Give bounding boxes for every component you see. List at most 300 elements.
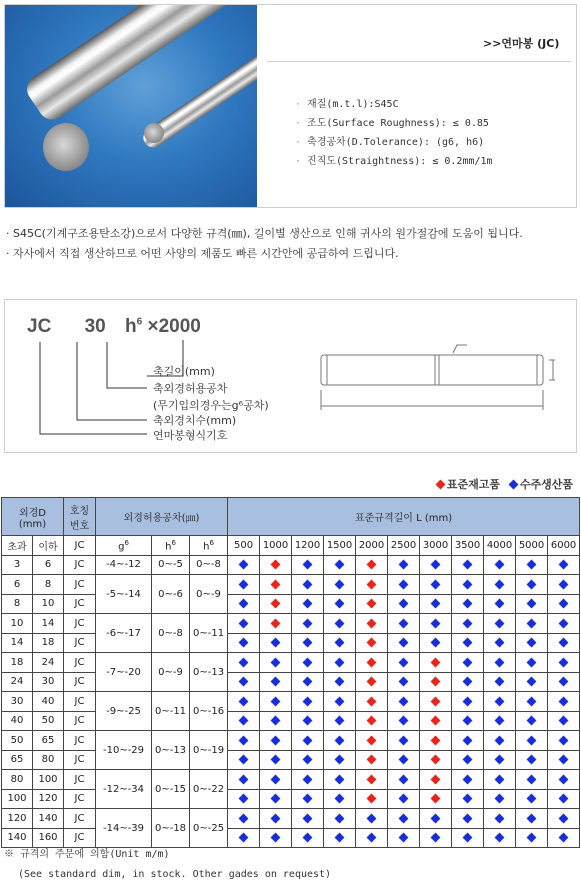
cell-g6: -6~-17 (96, 614, 152, 653)
red-diamond-icon (367, 716, 377, 726)
blue-diamond-icon (527, 716, 537, 726)
availability-cell (388, 731, 420, 751)
table-row (2, 770, 580, 790)
cell-under: 6 (33, 555, 64, 575)
blue-diamond-icon (527, 560, 537, 570)
availability-cell (324, 731, 356, 751)
spec-list (295, 95, 493, 171)
availability-cell (516, 731, 548, 751)
availability-cell (516, 672, 548, 692)
availability-cell (292, 653, 324, 673)
availability-cell (452, 692, 484, 712)
cell-code: JC (64, 828, 96, 848)
table-row (2, 750, 580, 770)
availability-cell (356, 594, 388, 614)
blue-diamond-icon (463, 618, 473, 628)
table-row (2, 672, 580, 692)
blue-diamond-icon (463, 716, 473, 726)
red-diamond-icon (367, 774, 377, 784)
availability-cell (260, 711, 292, 731)
availability-cell (260, 692, 292, 712)
cell-code: JC (64, 731, 96, 751)
blue-diamond-icon (495, 794, 505, 804)
header-tolerance: 외경허용공차(㎛) (96, 498, 228, 536)
availability-cell (228, 731, 260, 751)
availability-cell (516, 575, 548, 595)
footnote-line: (See standard dim, in stock. Other gades on request) (18, 869, 332, 880)
blue-diamond-icon (559, 560, 569, 570)
blue-diamond-icon (239, 813, 249, 823)
availability-cell (420, 653, 452, 673)
availability-cell (548, 653, 580, 673)
cell-code: JC (64, 809, 96, 829)
cell-h6-2: 0~-13 (190, 653, 228, 692)
small-rod-end (144, 123, 164, 143)
cell-over: 50 (2, 731, 33, 751)
availability-cell (228, 692, 260, 712)
product-title: >>연마봉 (JC) (483, 37, 560, 50)
cell-code: JC (64, 555, 96, 575)
blue-diamond-icon (559, 813, 569, 823)
availability-cell (228, 575, 260, 595)
blue-diamond-icon (335, 677, 345, 687)
availability-cell (548, 633, 580, 653)
availability-cell (228, 555, 260, 575)
blue-diamond-icon (303, 618, 313, 628)
table-row (2, 789, 580, 809)
availability-cell (324, 575, 356, 595)
red-diamond-icon (367, 599, 377, 609)
availability-cell (292, 789, 324, 809)
cell-under: 18 (33, 633, 64, 653)
cell-over: 8 (2, 594, 33, 614)
cell-g6: -14~-39 (96, 809, 152, 848)
blue-diamond-icon (271, 638, 281, 648)
blue-diamond-icon (559, 716, 569, 726)
red-diamond-icon (367, 638, 377, 648)
length-col: 1000 (260, 536, 292, 556)
cell-code: JC (64, 770, 96, 790)
blue-diamond-icon (335, 774, 345, 784)
availability-cell (452, 594, 484, 614)
blue-diamond-icon (239, 677, 249, 687)
blue-diamond-icon (271, 735, 281, 745)
blue-diamond-icon (335, 657, 345, 667)
cell-under: 65 (33, 731, 64, 751)
availability-cell (388, 828, 420, 848)
availability-cell (484, 828, 516, 848)
blue-diamond-icon (559, 657, 569, 667)
availability-cell (292, 633, 324, 653)
blue-diamond-icon (399, 677, 409, 687)
cell-over: 40 (2, 711, 33, 731)
availability-cell (228, 653, 260, 673)
cell-under: 80 (33, 750, 64, 770)
availability-cell (292, 575, 324, 595)
blue-diamond-icon (399, 794, 409, 804)
blue-diamond-icon (463, 735, 473, 745)
blue-diamond-icon (508, 480, 518, 490)
legend-tolerance-note: (무기입의경우는g⁶공차) (153, 399, 269, 412)
blue-diamond-icon (335, 813, 345, 823)
length-col: 3000 (420, 536, 452, 556)
rod-drawing (321, 345, 555, 410)
availability-cell (420, 789, 452, 809)
spec-item: · 재질(m.t.l):S45C (295, 99, 399, 110)
blue-diamond-icon (399, 657, 409, 667)
blue-diamond-icon (559, 755, 569, 765)
blue-diamond-icon (495, 657, 505, 667)
legend-prefix: 연마봉형식기호 (153, 429, 228, 442)
availability-cell (324, 711, 356, 731)
availability-cell (324, 770, 356, 790)
availability-cell (516, 828, 548, 848)
cell-code: JC (64, 575, 96, 595)
cell-h6-2: 0~-16 (190, 692, 228, 731)
availability-cell (324, 594, 356, 614)
availability-cell (388, 809, 420, 829)
availability-cell (484, 692, 516, 712)
availability-cell (260, 809, 292, 829)
cell-over: 80 (2, 770, 33, 790)
red-diamond-icon (431, 774, 441, 784)
blue-diamond-icon (399, 599, 409, 609)
availability-cell (388, 653, 420, 673)
cell-g6: -10~-29 (96, 731, 152, 770)
availability-cell (548, 770, 580, 790)
availability-cell (228, 770, 260, 790)
availability-cell (548, 555, 580, 575)
blue-diamond-icon (527, 833, 537, 843)
cell-code: JC (64, 672, 96, 692)
blue-diamond-icon (239, 833, 249, 843)
legend-tolerance: 축외경허용공차 (153, 382, 228, 395)
availability-cell (292, 711, 324, 731)
table-row (2, 809, 580, 829)
blue-diamond-icon (303, 833, 313, 843)
cell-h6: 0~-8 (152, 614, 190, 653)
availability-cell (324, 555, 356, 575)
availability-cell (548, 711, 580, 731)
availability-cell (484, 614, 516, 634)
blue-diamond-icon (527, 735, 537, 745)
blue-diamond-icon (271, 833, 281, 843)
cell-h6-2: 0~-9 (190, 575, 228, 614)
blue-diamond-icon (463, 599, 473, 609)
availability-cell (484, 750, 516, 770)
availability-cell (292, 594, 324, 614)
availability-cell (356, 575, 388, 595)
availability-cell (420, 711, 452, 731)
blue-diamond-icon (303, 716, 313, 726)
red-diamond-icon (367, 579, 377, 589)
availability-cell (356, 809, 388, 829)
cell-g6: -7~-20 (96, 653, 152, 692)
availability-cell (516, 594, 548, 614)
legend-diameter: 축외경치수(mm) (153, 414, 237, 427)
blue-diamond-icon (303, 774, 313, 784)
availability-cell (388, 692, 420, 712)
availability-cell (484, 575, 516, 595)
cell-code: JC (64, 614, 96, 634)
header-diameter: 외경D (mm) (2, 498, 64, 536)
availability-cell (324, 750, 356, 770)
blue-diamond-icon (271, 813, 281, 823)
blue-diamond-icon (303, 579, 313, 589)
availability-cell (228, 614, 260, 634)
blue-diamond-icon (527, 794, 537, 804)
product-panel (4, 4, 577, 208)
availability-cell (452, 770, 484, 790)
red-diamond-icon (367, 677, 377, 687)
availability-cell (324, 672, 356, 692)
table-row (2, 594, 580, 614)
blue-diamond-icon (559, 696, 569, 706)
blue-diamond-icon (527, 638, 537, 648)
cell-h6: 0~-5 (152, 555, 190, 575)
availability-cell (292, 731, 324, 751)
blue-diamond-icon (463, 677, 473, 687)
availability-cell (388, 770, 420, 790)
availability-cell (484, 555, 516, 575)
cell-under: 100 (33, 770, 64, 790)
blue-diamond-icon (303, 599, 313, 609)
cell-g6: -9~-25 (96, 692, 152, 731)
spec-item: · 조도(Surface Roughness): ≤ 0.85 (295, 118, 489, 129)
length-col: 1500 (324, 536, 356, 556)
blue-diamond-icon (239, 618, 249, 628)
blue-diamond-icon (303, 696, 313, 706)
cell-under: 120 (33, 789, 64, 809)
blue-diamond-icon (399, 579, 409, 589)
availability-cell (516, 614, 548, 634)
blue-diamond-icon (399, 716, 409, 726)
blue-diamond-icon (431, 813, 441, 823)
availability-cell (292, 750, 324, 770)
blue-diamond-icon (303, 813, 313, 823)
cell-code: JC (64, 594, 96, 614)
cell-under: 30 (33, 672, 64, 692)
cell-code: JC (64, 789, 96, 809)
availability-cell (228, 594, 260, 614)
table-row (2, 653, 580, 673)
marker-legend (431, 476, 573, 492)
availability-cell (452, 789, 484, 809)
table-row (2, 555, 580, 575)
header-jc: JC (64, 536, 96, 556)
blue-diamond-icon (239, 755, 249, 765)
blue-diamond-icon (527, 813, 537, 823)
length-col: 6000 (548, 536, 580, 556)
cell-g6: -12~-34 (96, 770, 152, 809)
blue-diamond-icon (463, 774, 473, 784)
blue-diamond-icon (239, 696, 249, 706)
availability-cell (356, 672, 388, 692)
code-length: 2000 (158, 316, 201, 337)
header-length: 표준규격길이 L (mm) (228, 498, 580, 536)
availability-cell (452, 614, 484, 634)
red-diamond-icon (367, 755, 377, 765)
availability-cell (516, 809, 548, 829)
availability-cell (484, 594, 516, 614)
blue-diamond-icon (271, 755, 281, 765)
availability-cell (292, 692, 324, 712)
blue-diamond-icon (399, 833, 409, 843)
availability-cell (516, 633, 548, 653)
blue-diamond-icon (335, 833, 345, 843)
blue-diamond-icon (431, 638, 441, 648)
blue-diamond-icon (463, 755, 473, 765)
blue-diamond-icon (399, 755, 409, 765)
availability-cell (516, 789, 548, 809)
availability-cell (420, 633, 452, 653)
large-rod-image (22, 5, 257, 125)
cell-over: 24 (2, 672, 33, 692)
availability-cell (356, 731, 388, 751)
cell-over: 120 (2, 809, 33, 829)
blue-diamond-icon (303, 735, 313, 745)
blue-diamond-icon (303, 638, 313, 648)
availability-cell (388, 614, 420, 634)
availability-cell (548, 692, 580, 712)
availability-cell (548, 731, 580, 751)
blue-diamond-icon (399, 638, 409, 648)
availability-cell (420, 809, 452, 829)
availability-cell (420, 828, 452, 848)
cell-g6: -4~-12 (96, 555, 152, 575)
availability-cell (388, 711, 420, 731)
blue-diamond-icon (559, 794, 569, 804)
availability-cell (516, 711, 548, 731)
blue-diamond-icon (335, 696, 345, 706)
header-g6: $g^6$ (96, 536, 152, 556)
spec-item: · 축경공차(D.Tolerance): (g6, h6) (295, 137, 485, 148)
availability-cell (484, 789, 516, 809)
table-row (2, 711, 580, 731)
availability-cell (260, 672, 292, 692)
cell-h6-2: 0~-8 (190, 555, 228, 575)
availability-cell (516, 555, 548, 575)
availability-cell (260, 750, 292, 770)
blue-diamond-icon (303, 755, 313, 765)
availability-cell (292, 809, 324, 829)
title-divider (267, 61, 571, 62)
bullet-icon: · (295, 99, 302, 110)
header-over: 초과 (2, 536, 33, 556)
blue-diamond-icon (495, 774, 505, 784)
blue-diamond-icon (303, 794, 313, 804)
blue-diamond-icon (527, 677, 537, 687)
availability-cell (484, 672, 516, 692)
availability-cell (228, 809, 260, 829)
red-diamond-icon (431, 735, 441, 745)
red-diamond-icon (367, 657, 377, 667)
red-diamond-icon (431, 794, 441, 804)
red-diamond-icon (367, 560, 377, 570)
availability-cell (260, 594, 292, 614)
blue-diamond-icon (495, 833, 505, 843)
blue-diamond-icon (399, 560, 409, 570)
availability-cell (420, 731, 452, 751)
availability-cell (548, 575, 580, 595)
cell-code: JC (64, 692, 96, 712)
blue-diamond-icon (399, 735, 409, 745)
red-diamond-icon (431, 677, 441, 687)
blue-diamond-icon (335, 794, 345, 804)
availability-cell (548, 594, 580, 614)
blue-diamond-icon (271, 794, 281, 804)
availability-cell (388, 575, 420, 595)
cell-code: JC (64, 653, 96, 673)
code-leader-lines (5, 300, 578, 454)
cell-under: 40 (33, 692, 64, 712)
product-photo (5, 5, 257, 207)
red-diamond-icon (271, 579, 281, 589)
cell-under: 50 (33, 711, 64, 731)
blue-diamond-icon (271, 696, 281, 706)
blue-diamond-icon (559, 677, 569, 687)
cell-under: 160 (33, 828, 64, 848)
availability-cell (228, 672, 260, 692)
availability-cell (356, 692, 388, 712)
code-diameter: 30 (84, 316, 106, 337)
availability-cell (548, 789, 580, 809)
availability-cell (292, 770, 324, 790)
table-row (2, 575, 580, 595)
description-line: · 자사에서 직접 생산하므로 어떤 사양의 제품도 빠른 시간안에 공급하여 드립니다. (6, 247, 399, 260)
availability-cell (484, 809, 516, 829)
availability-cell (484, 653, 516, 673)
blue-diamond-icon (239, 774, 249, 784)
length-col: 2500 (388, 536, 420, 556)
spec-table (1, 497, 580, 848)
blue-diamond-icon (463, 696, 473, 706)
availability-cell (484, 770, 516, 790)
cell-over: 30 (2, 692, 33, 712)
legend-order: 수주생산품 (519, 478, 573, 491)
blue-diamond-icon (463, 813, 473, 823)
footnote-line: ※ 규격의 주문에 의함(Unit m/m) (4, 849, 170, 860)
availability-cell (420, 672, 452, 692)
availability-cell (356, 614, 388, 634)
availability-cell (452, 731, 484, 751)
code-times: × (147, 316, 159, 337)
availability-cell (388, 594, 420, 614)
red-diamond-icon (367, 794, 377, 804)
cell-h6-2: 0~-25 (190, 809, 228, 848)
cell-code: JC (64, 750, 96, 770)
blue-diamond-icon (239, 638, 249, 648)
availability-cell (548, 672, 580, 692)
blue-diamond-icon (463, 657, 473, 667)
bullet-icon: · (295, 156, 302, 167)
availability-cell (452, 672, 484, 692)
blue-diamond-icon (335, 560, 345, 570)
availability-cell (228, 711, 260, 731)
cell-under: 10 (33, 594, 64, 614)
availability-cell (324, 633, 356, 653)
red-diamond-icon (367, 696, 377, 706)
large-rod-end (43, 123, 89, 171)
blue-diamond-icon (559, 833, 569, 843)
availability-cell (292, 555, 324, 575)
blue-diamond-icon (463, 638, 473, 648)
availability-cell (420, 575, 452, 595)
blue-diamond-icon (495, 735, 505, 745)
availability-cell (452, 711, 484, 731)
blue-diamond-icon (239, 735, 249, 745)
table-body (2, 555, 580, 848)
